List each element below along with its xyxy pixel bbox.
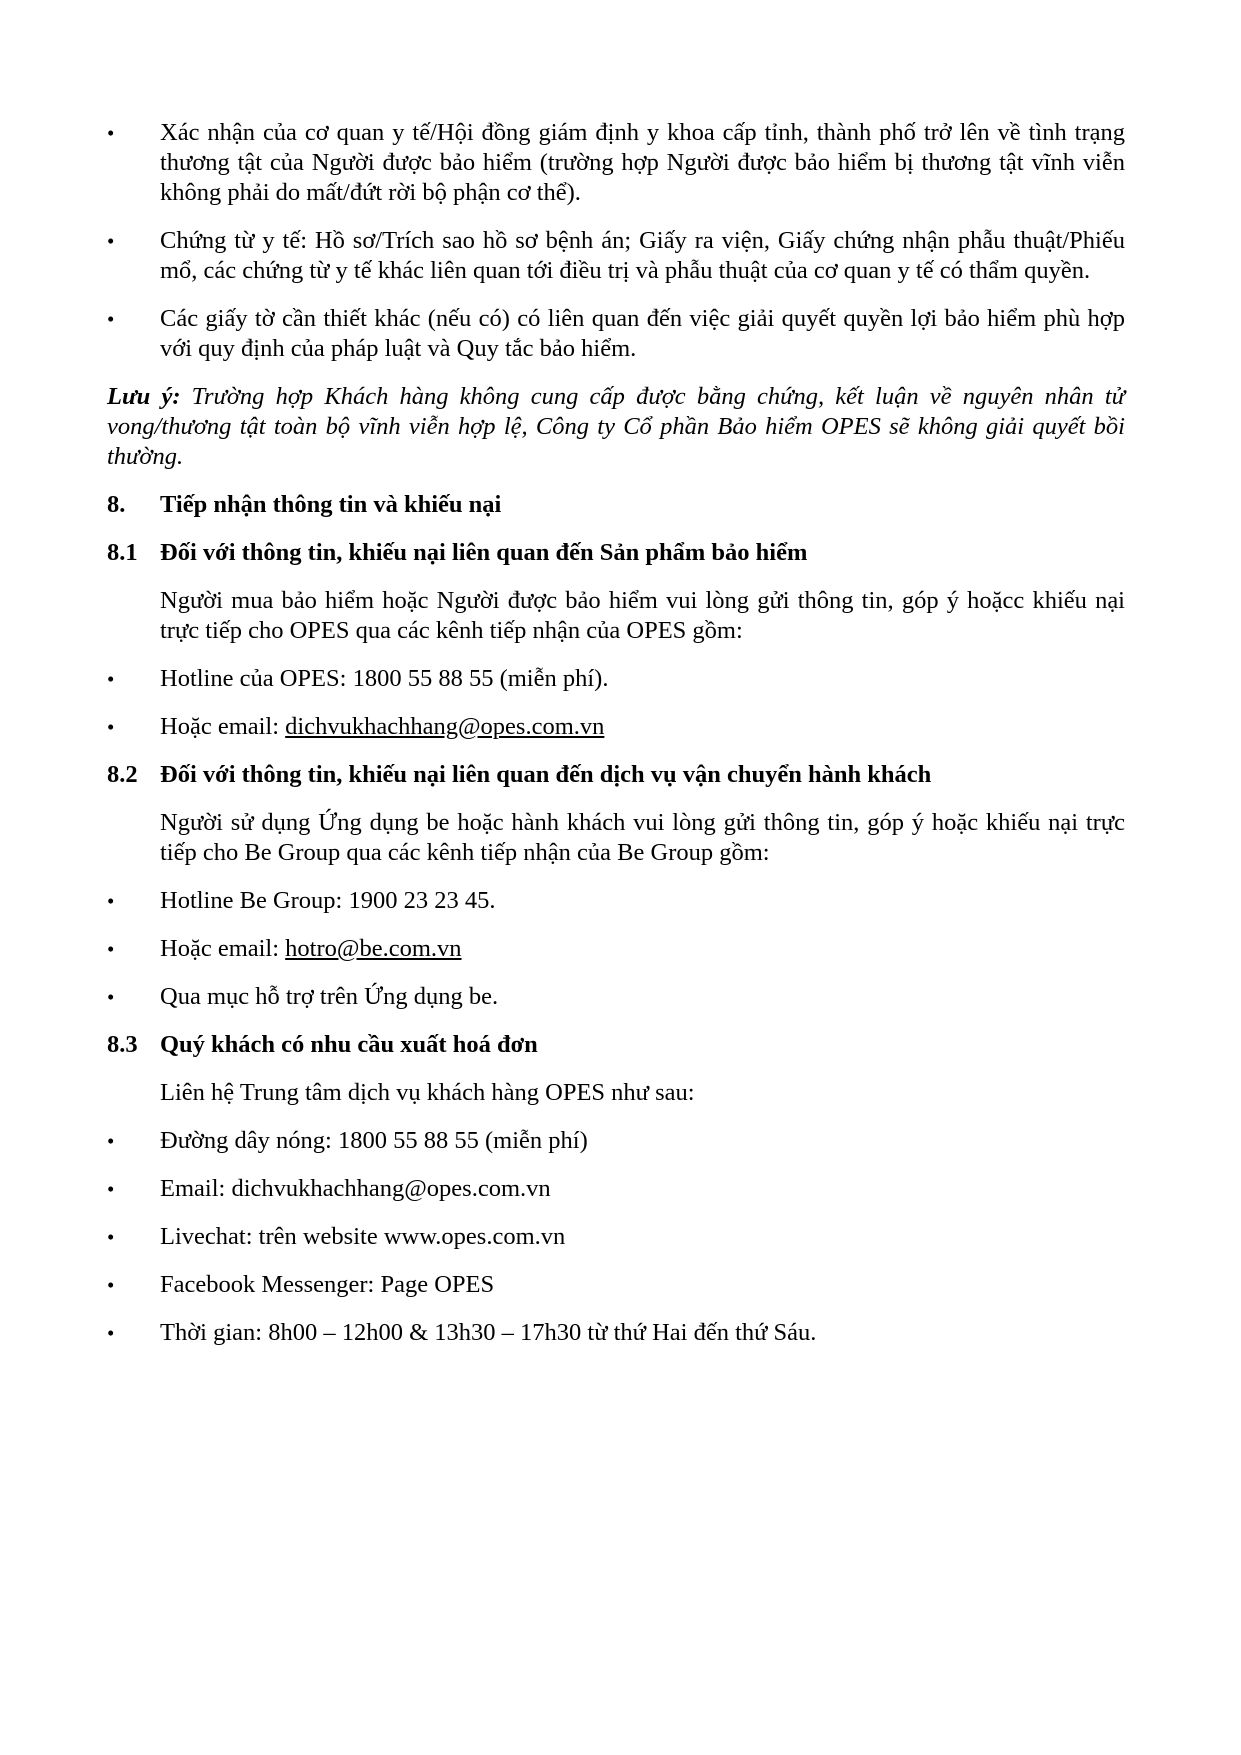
heading-title: Quý khách có nhu cầu xuất hoá đơn (160, 1031, 538, 1058)
bullet-icon: • (107, 121, 115, 145)
section-heading-8-3 (107, 1030, 1125, 1060)
list-item-livechat (107, 1222, 1125, 1252)
list-item-text: Livechat: trên website www.opes.com.vn (160, 1223, 566, 1250)
bullet-icon: • (107, 937, 115, 961)
list-item-working-hours (107, 1318, 1125, 1348)
section-8-3-intro-paragraph: Liên hệ Trung tâm dịch vụ khách hàng OPES như sau: (160, 1079, 695, 1106)
bullet-icon: • (107, 1129, 115, 1153)
list-item-be-email (107, 934, 1125, 964)
list-item-email-invoice (107, 1174, 1125, 1204)
section-heading-8 (107, 490, 1125, 520)
list-item-text: Các giấy tờ cần thiết khác (nếu có) có liên quan đến việc giải quyết quyền lợi bảo hiểm phù hợp với quy định của pháp luật và Quy tắc bảo hiểm. (160, 305, 1125, 362)
bullet-icon: • (107, 1225, 115, 1249)
list-item-text: Facebook Messenger: Page OPES (160, 1271, 495, 1298)
section-heading-8-2 (107, 760, 1125, 790)
list-item-text: Xác nhận của cơ quan y tế/Hội đồng giám định y khoa cấp tỉnh, thành phố trở lên về tình trạng thương tật của Người được bảo hiểm (trường hợp Người được bảo hiểm bị thương tật vĩnh viễn không phải do mất/đứt rời bộ phận cơ thể). (160, 119, 1125, 206)
heading-number: 8. (107, 491, 126, 518)
list-item-hotline-invoice (107, 1126, 1125, 1156)
list-item-other-documents (107, 304, 1125, 364)
heading-title: Tiếp nhận thông tin và khiếu nại (160, 491, 502, 518)
list-item-text: Hotline Be Group: 1900 23 23 45. (160, 887, 496, 914)
list-item-facebook-messenger (107, 1270, 1125, 1300)
heading-number: 8.3 (107, 1031, 138, 1058)
bullet-icon: • (107, 889, 115, 913)
list-item-medical-documents (107, 226, 1125, 286)
note-text: Trường hợp Khách hàng không cung cấp được bằng chứng, kết luận về nguyên nhân tử vong/thương tật toàn bộ vĩnh viễn hợp lệ, Công ty Cổ phần Bảo hiểm OPES sẽ không giải quyết bồi thường. (107, 383, 1125, 470)
list-item-opes-hotline (107, 664, 1125, 694)
list-item-opes-email (107, 712, 1125, 742)
bullet-icon: • (107, 1273, 115, 1297)
note-paragraph (107, 382, 1125, 472)
heading-number: 8.1 (107, 539, 138, 566)
email-label: Hoặc email: (160, 935, 286, 962)
list-item-be-app-support (107, 982, 1125, 1012)
section-heading-8-1 (107, 538, 1125, 568)
list-item-be-hotline (107, 886, 1125, 916)
list-item-text: Thời gian: 8h00 – 12h00 & 13h30 – 17h30 từ thứ Hai đến thứ Sáu. (160, 1319, 817, 1346)
section-8-1-intro-paragraph: Người mua bảo hiểm hoặc Người được bảo hiểm vui lòng gửi thông tin, góp ý hoặcc khiếu nại trực tiếp cho OPES qua các kênh tiếp nhận của OPES gồm: (160, 587, 1125, 644)
list-item-text: Hotline của OPES: 1800 55 88 55 (miễn phí). (160, 665, 609, 692)
email-label: Hoặc email: (160, 713, 286, 740)
heading-title: Đối với thông tin, khiếu nại liên quan đến Sản phẩm bảo hiểm (160, 539, 808, 566)
list-item-medical-confirmation (107, 118, 1125, 208)
opes-email-link[interactable]: dichvukhachhang@opes.com.vn (285, 713, 605, 740)
be-email-link[interactable]: hotro@be.com.vn (285, 935, 462, 962)
bullet-icon: • (107, 715, 115, 739)
list-item-text: Đường dây nóng: 1800 55 88 55 (miễn phí) (160, 1127, 588, 1154)
section-8-2-intro-paragraph: Người sử dụng Ứng dụng be hoặc hành khách vui lòng gửi thông tin, góp ý hoặc khiếu nại trực tiếp cho Be Group qua các kênh tiếp nhận của Be Group gồm: (160, 809, 1125, 866)
bullet-icon: • (107, 1321, 115, 1345)
bullet-icon: • (107, 307, 115, 331)
list-item-text: Email: dichvukhachhang@opes.com.vn (160, 1175, 551, 1202)
list-item-text: Qua mục hỗ trợ trên Ứng dụng be. (160, 983, 499, 1010)
bullet-icon: • (107, 985, 115, 1009)
bullet-icon: • (107, 667, 115, 691)
bullet-icon: • (107, 1177, 115, 1201)
note-label: Lưu ý: (107, 383, 181, 410)
heading-number: 8.2 (107, 761, 138, 788)
list-item-text (160, 934, 1125, 964)
bullet-icon: • (107, 229, 115, 253)
list-item-text: Chứng từ y tế: Hồ sơ/Trích sao hồ sơ bệnh án; Giấy ra viện, Giấy chứng nhận phẫu thuật/Phiếu mổ, các chứng từ y tế khác liên quan tới điều trị và phẫu thuật của cơ quan y tế có thẩm quyền. (160, 227, 1125, 284)
heading-title: Đối với thông tin, khiếu nại liên quan đến dịch vụ vận chuyển hành khách (160, 761, 932, 788)
list-item-text (160, 712, 1125, 742)
